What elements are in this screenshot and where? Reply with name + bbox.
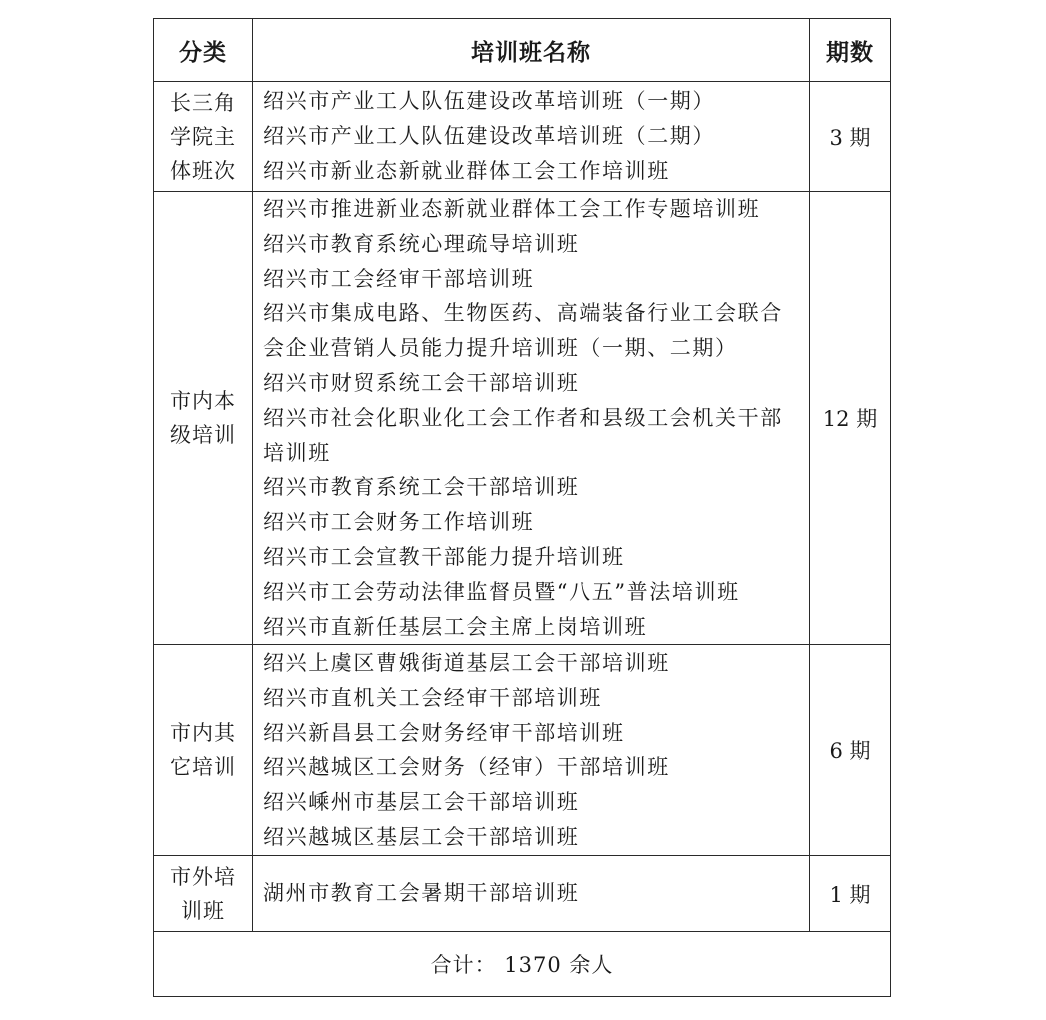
table-header-row (154, 19, 891, 82)
table-row (154, 192, 891, 645)
course-name: 绍兴越城区基层工会干部培训班 (263, 824, 580, 849)
table-row (154, 82, 891, 192)
course-name: 绍兴市工会经审干部培训班 (263, 266, 535, 291)
course-list-cell (253, 82, 810, 192)
header-class-name: 培训班名称 (253, 19, 810, 82)
course-name: 绍兴市直新任基层工会主席上岗培训班 (263, 614, 648, 639)
category-line: 它培训 (170, 755, 236, 780)
header-session-count: 期数 (810, 19, 891, 82)
course-name: 培训班 (263, 440, 331, 465)
course-name: 绍兴市工会宣教干部能力提升培训班 (263, 544, 625, 569)
category-line: 市外培 (170, 864, 236, 889)
course-name: 绍兴市直机关工会经审干部培训班 (263, 685, 602, 710)
category-line: 训班 (181, 898, 225, 923)
course-name: 绍兴市工会财务工作培训班 (263, 510, 535, 535)
header-category: 分类 (154, 19, 253, 82)
session-count: 1 期 (810, 856, 891, 932)
course-name: 绍兴上虞区曹娥街道基层工会干部培训班 (263, 650, 670, 675)
course-name: 绍兴市工会劳动法律监督员暨“八五”普法培训班 (263, 579, 740, 604)
course-name: 湖州市教育工会暑期干部培训班 (263, 881, 580, 906)
course-name: 绍兴市集成电路、生物医药、高端装备行业工会联合 (263, 301, 783, 326)
course-name: 绍兴市产业工人队伍建设改革培训班（一期） (263, 89, 715, 114)
category-cell (154, 192, 253, 645)
course-name: 绍兴市产业工人队伍建设改革培训班（二期） (263, 124, 715, 149)
session-count: 3 期 (810, 82, 891, 192)
category-line: 级培训 (170, 423, 236, 448)
course-name: 绍兴市教育系统心理疏导培训班 (263, 231, 580, 256)
category-cell (154, 645, 253, 856)
category-line: 长三角 (170, 90, 236, 115)
course-name: 绍兴越城区工会财务（经审）干部培训班 (263, 755, 670, 780)
category-cell (154, 82, 253, 192)
course-name: 绍兴新昌县工会财务经审干部培训班 (263, 720, 625, 745)
course-list-cell (253, 856, 810, 932)
course-list-cell (253, 645, 810, 856)
training-classes-table (153, 18, 891, 997)
total-row (154, 932, 891, 997)
category-line: 体班次 (170, 158, 236, 183)
category-line: 市内其 (170, 721, 236, 746)
session-count: 12 期 (810, 192, 891, 645)
table-row (154, 645, 891, 856)
table-row (154, 856, 891, 932)
total-summary: 合计： 1370 余人 (154, 932, 891, 997)
session-count: 6 期 (810, 645, 891, 856)
course-name: 绍兴市推进新业态新就业群体工会工作专题培训班 (263, 197, 761, 221)
course-name: 绍兴市财贸系统工会干部培训班 (263, 370, 580, 395)
course-name: 绍兴嵊州市基层工会干部培训班 (263, 790, 580, 815)
course-list-cell (253, 192, 810, 645)
course-name: 会企业营销人员能力提升培训班（一期、二期） (263, 336, 738, 361)
course-name: 绍兴市社会化职业化工会工作者和县级工会机关干部 (263, 405, 783, 430)
category-line: 学院主 (170, 124, 236, 149)
course-name: 绍兴市新业态新就业群体工会工作培训班 (263, 158, 670, 183)
category-cell (154, 856, 253, 932)
category-line: 市内本 (170, 389, 236, 414)
course-name: 绍兴市教育系统工会干部培训班 (263, 475, 580, 500)
